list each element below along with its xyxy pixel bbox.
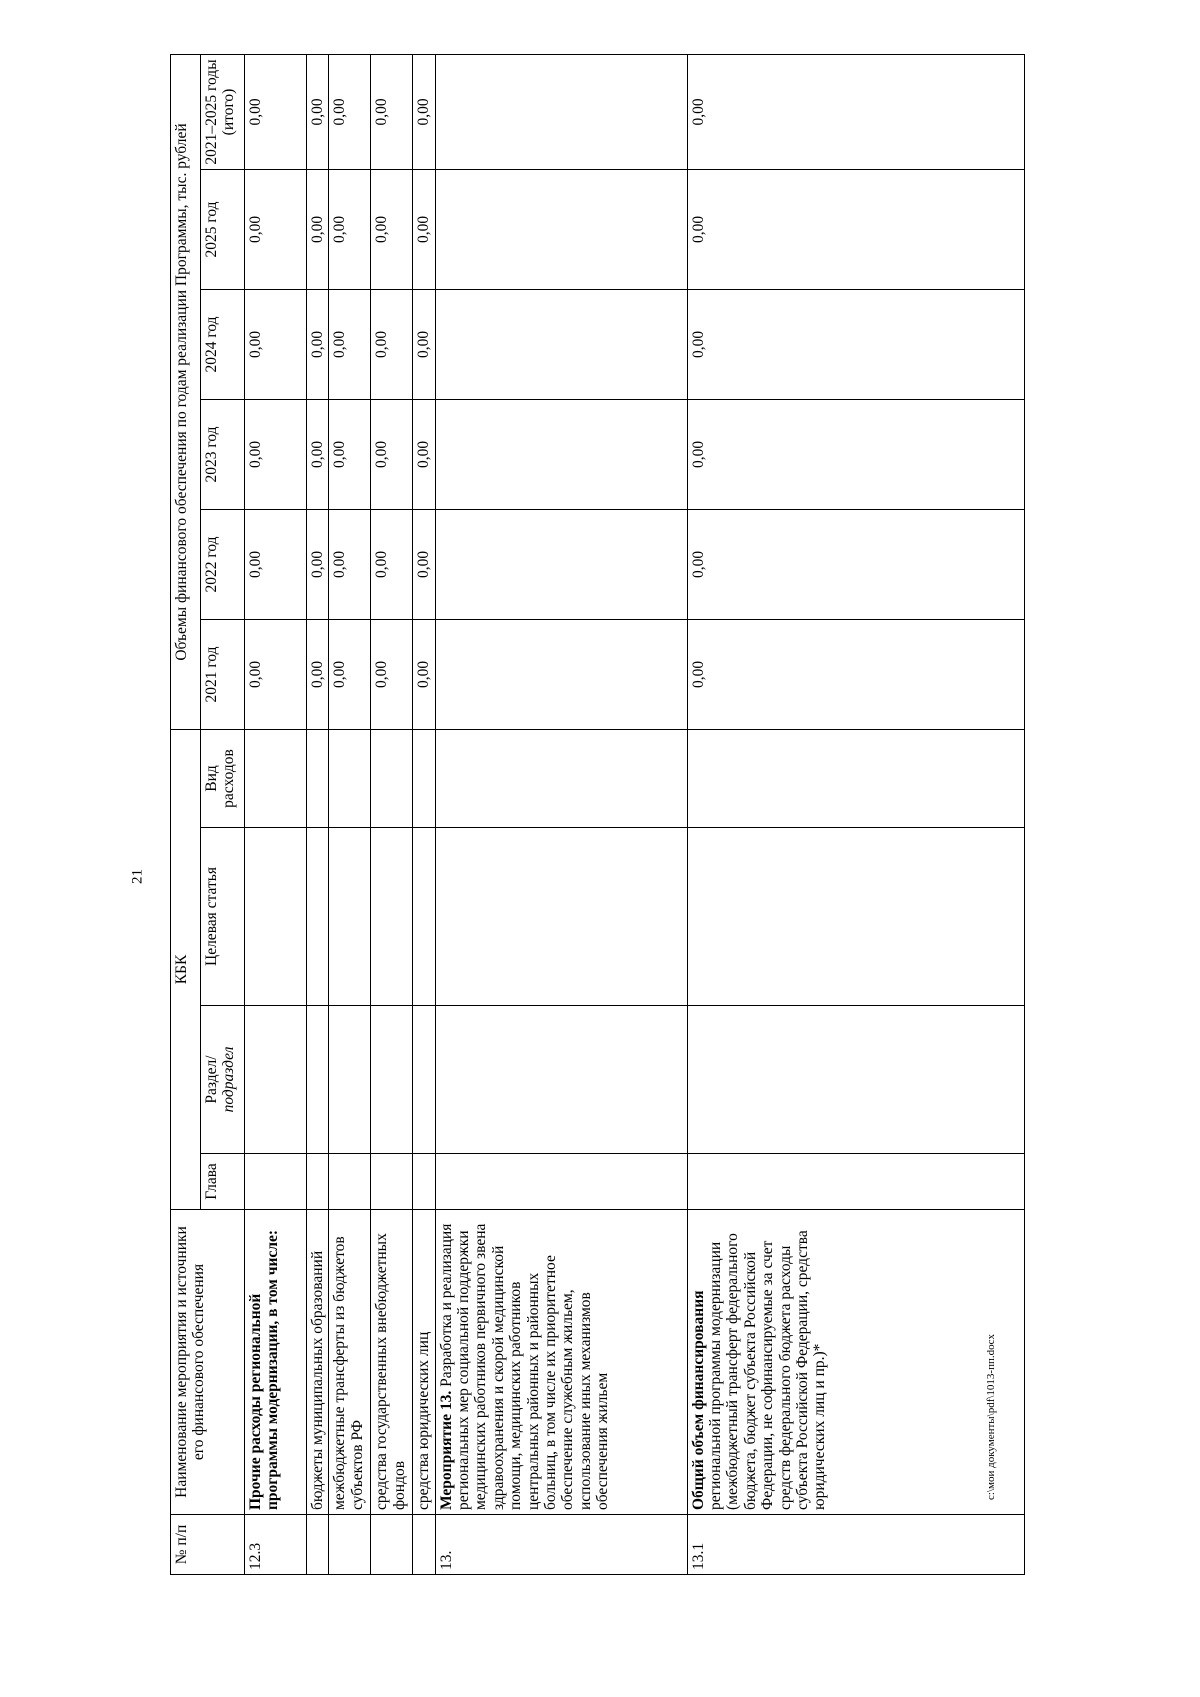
header-volumes: Объемы финансового обеспечения по годам реализации Программы, тыс. рублей (171, 54, 201, 729)
cell-celevaya (687, 828, 1024, 1006)
row-name (687, 1210, 1024, 1515)
cell-celevaya (245, 828, 307, 1006)
cell-2021 (435, 619, 687, 729)
cell-glava (245, 1154, 307, 1210)
row-name (245, 1210, 307, 1515)
cell-2025: 0,00 (307, 169, 329, 289)
cell-total: 0,00 (307, 54, 329, 169)
cell-2023: 0,00 (687, 399, 1024, 509)
row-name: средства государственных внебюджетных фондов (371, 1210, 413, 1515)
cell-2025 (435, 169, 687, 289)
cell-2022 (435, 509, 687, 619)
header-razdel-label: Раздел/ (203, 1055, 220, 1104)
row-number: 12.3 (245, 1515, 307, 1575)
row-name-bold: Прочие расходы региональной программы модернизации, в том числе: (247, 1229, 282, 1510)
cell-glava (371, 1154, 413, 1210)
cell-2024: 0,00 (413, 289, 435, 399)
header-2021: 2021 год (201, 619, 245, 729)
row-name-rest: Разработка и реализация региональных мер социальной поддержки медицинских работников первичного звена здравоохранения и скорой медицинской помощи, медицинских работников центральных районных и районных больниц, в том числе их приоритетное обеспечение служебным жильем, использование иных механизмов обеспечения жильем (437, 1223, 611, 1510)
header-kbk: КБК (171, 729, 201, 1209)
cell-vid (687, 729, 1024, 827)
cell-2023: 0,00 (371, 399, 413, 509)
cell-razdel (329, 1006, 371, 1154)
cell-2021: 0,00 (687, 619, 1024, 729)
row-name-rest: региональной программы модернизации (межбюджетный трансферт федерального бюджета, бюджет субъекта Российской Федерации, не софинансируемые за счет средств федерального бюджета расходы субъекта Российской Федерации, средства юридических лиц и пр.)* (707, 1230, 829, 1510)
cell-2021: 0,00 (329, 619, 371, 729)
cell-celevaya (413, 828, 435, 1006)
cell-razdel (307, 1006, 329, 1154)
cell-2021: 0,00 (413, 619, 435, 729)
header-razdel (201, 1006, 245, 1154)
cell-vid (371, 729, 413, 827)
cell-celevaya (435, 828, 687, 1006)
cell-2023: 0,00 (329, 399, 371, 509)
cell-2022: 0,00 (329, 509, 371, 619)
header-2024: 2024 год (201, 289, 245, 399)
cell-total: 0,00 (371, 54, 413, 169)
cell-2025: 0,00 (371, 169, 413, 289)
header-vid: Вид расходов (201, 729, 245, 827)
table-row (435, 54, 687, 1574)
rotated-table-wrapper (170, 55, 1025, 1575)
row-name-bold: Общий объем финансирования (689, 1290, 707, 1510)
row-number (329, 1515, 371, 1575)
cell-razdel (435, 1006, 687, 1154)
cell-2025: 0,00 (413, 169, 435, 289)
cell-2022: 0,00 (413, 509, 435, 619)
page-number: 21 (129, 869, 146, 884)
cell-glava (329, 1154, 371, 1210)
row-name: межбюджетные трансферты из бюджетов субъектов РФ (329, 1210, 371, 1515)
cell-2025: 0,00 (687, 169, 1024, 289)
cell-2022: 0,00 (307, 509, 329, 619)
cell-2023: 0,00 (307, 399, 329, 509)
cell-celevaya (329, 828, 371, 1006)
header-no: № п/п (171, 1515, 245, 1575)
row-name (435, 1210, 687, 1515)
header-celevaya: Целевая статья (201, 828, 245, 1006)
cell-2024: 0,00 (329, 289, 371, 399)
cell-vid (329, 729, 371, 827)
cell-vid (435, 729, 687, 827)
cell-2025: 0,00 (329, 169, 371, 289)
cell-2024: 0,00 (245, 289, 307, 399)
cell-2023: 0,00 (245, 399, 307, 509)
row-name: средства юридических лиц (413, 1210, 435, 1515)
cell-2023 (435, 399, 687, 509)
table-row (245, 54, 307, 1574)
cell-vid (307, 729, 329, 827)
footer-file-path: c:\мои документы\pdf\1013-пп.docx (985, 1333, 997, 1500)
row-number (307, 1515, 329, 1575)
cell-vid (413, 729, 435, 827)
cell-2024 (435, 289, 687, 399)
row-name-bold: Мероприятие 13. (437, 1390, 455, 1510)
header-2023: 2023 год (201, 399, 245, 509)
cell-2021: 0,00 (307, 619, 329, 729)
cell-razdel (245, 1006, 307, 1154)
table-row (371, 54, 413, 1574)
cell-glava (435, 1154, 687, 1210)
table-row (687, 54, 1024, 1574)
cell-razdel (413, 1006, 435, 1154)
header-total: 2021–2025 годы (итого) (201, 54, 245, 169)
cell-celevaya (371, 828, 413, 1006)
cell-glava (307, 1154, 329, 1210)
cell-2024: 0,00 (371, 289, 413, 399)
cell-glava (413, 1154, 435, 1210)
cell-celevaya (307, 828, 329, 1006)
row-number: 13. (435, 1515, 687, 1575)
cell-2023: 0,00 (413, 399, 435, 509)
header-2025: 2025 год (201, 169, 245, 289)
table-row (329, 54, 371, 1574)
cell-vid (245, 729, 307, 827)
cell-total (435, 54, 687, 169)
cell-glava (687, 1154, 1024, 1210)
financing-table (170, 54, 1025, 1575)
cell-2024: 0,00 (307, 289, 329, 399)
row-number (413, 1515, 435, 1575)
cell-total: 0,00 (329, 54, 371, 169)
cell-2024: 0,00 (687, 289, 1024, 399)
header-name: Наименование мероприятия и источники его финансового обеспечения (171, 1210, 245, 1515)
table-row (413, 54, 435, 1574)
cell-2022: 0,00 (687, 509, 1024, 619)
header-podrazdel-label: подраздел (220, 1046, 238, 1113)
cell-2021: 0,00 (371, 619, 413, 729)
cell-total: 0,00 (413, 54, 435, 169)
header-2022: 2022 год (201, 509, 245, 619)
cell-2022: 0,00 (245, 509, 307, 619)
table-row (307, 54, 329, 1574)
cell-2025: 0,00 (245, 169, 307, 289)
cell-2021: 0,00 (245, 619, 307, 729)
row-number: 13.1 (687, 1515, 1024, 1575)
row-name: бюджеты муниципальных образований (307, 1210, 329, 1515)
row-number (371, 1515, 413, 1575)
cell-total: 0,00 (245, 54, 307, 169)
cell-razdel (687, 1006, 1024, 1154)
cell-2022: 0,00 (371, 509, 413, 619)
cell-total: 0,00 (687, 54, 1024, 169)
cell-razdel (371, 1006, 413, 1154)
header-glava: Глава (201, 1154, 245, 1210)
